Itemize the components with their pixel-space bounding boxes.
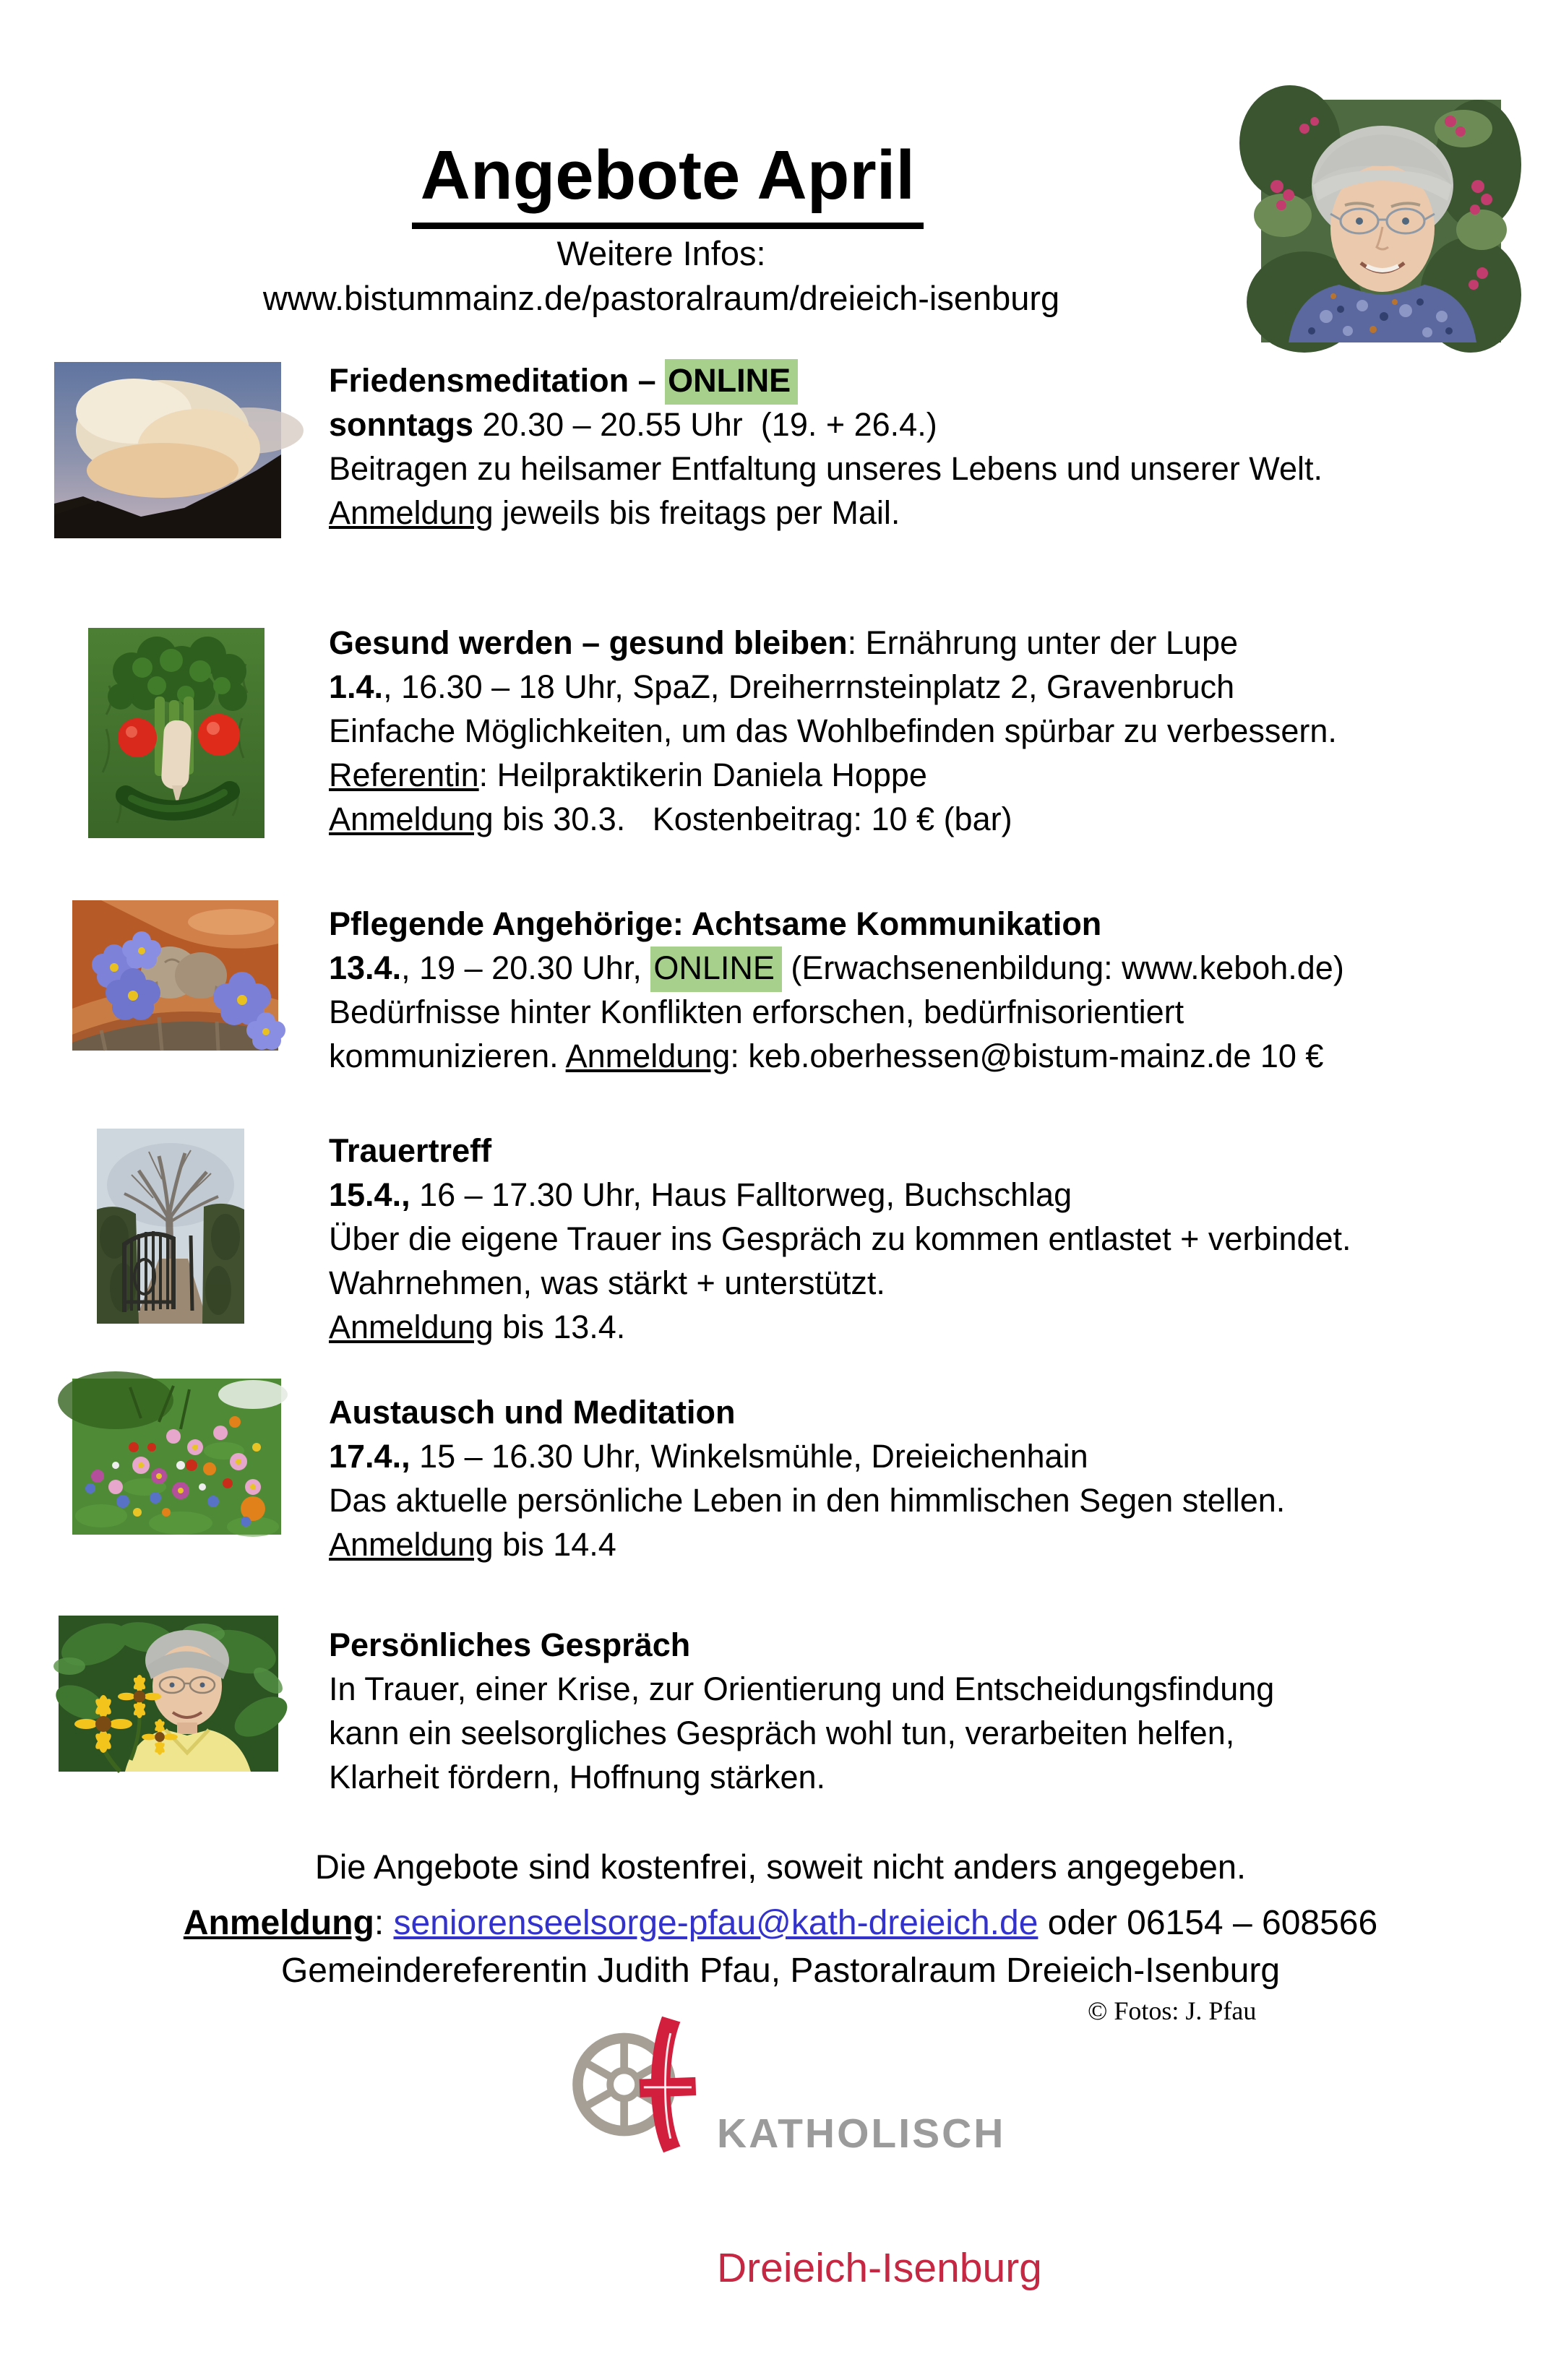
event-2-line-2 — [329, 665, 1337, 709]
event-1-line-1 — [329, 358, 1323, 402]
event-4-line-2-seg2: 16 – 17.30 Uhr, Haus Falltorweg, Buchschlag — [410, 1176, 1072, 1213]
event-trauertreff — [329, 1129, 1351, 1349]
mainz-wheel-cross-icon — [565, 2012, 714, 2157]
sunset-cloud-photo — [54, 362, 281, 538]
event-3-line-4-seg2: Anmeldung — [565, 1038, 731, 1074]
event-4-line-5 — [329, 1305, 1351, 1349]
event-6-line-4 — [329, 1755, 1274, 1799]
logo-name-dreieich-isenburg: Dreieich-Isenburg — [717, 2245, 1042, 2291]
event-6-line-1-seg1: Persönliches Gespräch — [329, 1626, 691, 1663]
footer-contact-line-seg2: : — [374, 1904, 394, 1942]
event-2-line-4-seg1: Referentin — [329, 756, 479, 793]
event-1-line-2 — [329, 402, 1323, 447]
event-3-line-4-seg3: : keb.oberhessen@bistum-mainz.de 10 € — [730, 1038, 1324, 1074]
event-2-line-4 — [329, 753, 1337, 797]
event-3-line-2-seg2: , 19 – 20.30 Uhr, — [401, 949, 651, 986]
event-persoenliches-gespraech — [329, 1623, 1274, 1799]
event-1-line-4-seg1: Anmeldung — [329, 494, 494, 531]
info-url: www.bistummainz.de/pastoralraum/dreieich-isenburg — [262, 279, 1060, 317]
event-5-line-2 — [329, 1434, 1285, 1478]
event-2-line-4-seg2: : Heilpraktikerin Daniela Hoppe — [478, 756, 927, 793]
event-1-line-2-seg2: 20.30 – 20.55 Uhr (19. + 26.4.) — [473, 406, 937, 443]
footer-note: Die Angebote sind kostenfrei, soweit nicht anders angegeben. — [314, 1847, 1247, 1886]
event-3-line-2-seg1: 13.4. — [329, 949, 402, 986]
vegetable-face-photo — [88, 628, 265, 838]
event-1-line-4-seg2: jeweils bis freitags per Mail. — [493, 494, 900, 531]
flower-meadow-photo — [72, 1379, 281, 1535]
event-5-line-2-seg2: 15 – 16.30 Uhr, Winkelsmühle, Dreieichenhain — [410, 1438, 1088, 1475]
photo-credit: © Fotos: J. Pfau — [1088, 1996, 1257, 2025]
event-3-line-1 — [329, 902, 1344, 946]
event-4-line-4 — [329, 1261, 1351, 1305]
event-5-line-4 — [329, 1522, 1285, 1566]
info-label: Weitere Infos: — [556, 234, 766, 272]
event-4-line-2-seg1: 15.4., — [329, 1176, 410, 1213]
event-5-line-1-seg1: Austausch und Meditation — [329, 1394, 736, 1431]
event-4-line-5-seg2: bis 13.4. — [493, 1308, 626, 1345]
foggy-gate-tree-photo — [97, 1129, 244, 1324]
event-2-line-2-seg1: 1.4. — [329, 668, 384, 705]
logo-name-katholisch: KATHOLISCH — [717, 2110, 1006, 2157]
event-5-line-2-seg1: 17.4., — [329, 1438, 410, 1475]
pansies-stone-birds-photo — [72, 900, 278, 1051]
event-2-line-5 — [329, 797, 1337, 841]
event-pflegende-angehoerige — [329, 902, 1344, 1078]
event-2-line-3-seg1: Einfache Möglichkeiten, um das Wohlbefinden spürbar zu verbessern. — [329, 712, 1337, 749]
footer-contact-line-seg3[interactable]: seniorenseelsorge-pfau@kath-dreieich.de — [393, 1904, 1038, 1942]
footer-contact-line — [0, 1903, 1561, 1943]
event-4-line-4-seg1: Wahrnehmen, was stärkt + unterstützt. — [329, 1264, 885, 1301]
event-4-line-3 — [329, 1217, 1351, 1261]
event-4-line-1-seg1: Trauertreff — [329, 1132, 492, 1169]
event-1-line-1-seg2: ONLINE — [665, 359, 798, 405]
event-6-line-1 — [329, 1623, 1274, 1667]
footer-person-line: Gemeindereferentin Judith Pfau, Pastoralraum Dreieich-Isenburg — [280, 1952, 1281, 1990]
logo-text — [717, 2022, 1042, 2380]
event-2-line-5-seg2: bis 30.3. Kostenbeitrag: 10 € (bar) — [493, 801, 1012, 837]
event-3-line-2 — [329, 946, 1344, 990]
event-3-line-4-seg1: kommunizieren. — [329, 1038, 566, 1074]
event-6-line-2 — [329, 1667, 1274, 1711]
event-1-line-3 — [329, 447, 1323, 491]
event-6-line-3 — [329, 1711, 1274, 1755]
event-friedensmeditation — [329, 358, 1323, 535]
judith-pfau-portrait-photo — [1261, 100, 1501, 342]
event-austausch-meditation — [329, 1390, 1285, 1566]
event-2-line-1-seg2: : Ernährung unter der Lupe — [847, 624, 1239, 661]
event-2-line-3 — [329, 709, 1337, 753]
event-1-line-1-seg1: Friedensmeditation – — [329, 362, 666, 399]
event-4-line-5-seg1: Anmeldung — [329, 1308, 494, 1345]
event-6-line-4-seg1: Klarheit fördern, Hoffnung stärken. — [329, 1759, 826, 1795]
event-gesund-werden — [329, 621, 1337, 841]
event-5-line-4-seg1: Anmeldung — [329, 1526, 494, 1563]
event-2-line-2-seg2: , 16.30 – 18 Uhr, SpaZ, Dreiherrnsteinplatz 2, Gravenbruch — [383, 668, 1235, 705]
event-2-line-1 — [329, 621, 1337, 665]
event-4-line-1 — [329, 1129, 1351, 1173]
event-5-line-1 — [329, 1390, 1285, 1434]
event-2-line-5-seg1: Anmeldung — [329, 801, 494, 837]
event-3-line-1-seg1: Pflegende Angehörige: Achtsame Kommunikation — [329, 905, 1102, 942]
page-title: Angebote April — [412, 136, 924, 229]
event-3-line-3-seg1: Bedürfnisse hinter Konflikten erforschen, bedürfnisorientiert — [329, 993, 1184, 1030]
judith-pfau-sunflowers-photo — [59, 1616, 278, 1772]
event-5-line-4-seg2: bis 14.4 — [493, 1526, 616, 1563]
event-1-line-4 — [329, 491, 1323, 535]
event-3-line-4 — [329, 1034, 1344, 1078]
footer-contact-line-seg1: Anmeldung — [183, 1904, 374, 1942]
event-3-line-2-seg3: ONLINE — [650, 947, 782, 992]
event-3-line-3 — [329, 990, 1344, 1034]
event-1-line-2-seg1: sonntags — [329, 406, 474, 443]
event-6-line-2-seg1: In Trauer, einer Krise, zur Orientierung und Entscheidungsfindung — [329, 1670, 1275, 1707]
event-5-line-3 — [329, 1478, 1285, 1522]
header — [0, 123, 1323, 242]
event-4-line-3-seg1: Über die eigene Trauer ins Gespräch zu kommen entlastet + verbindet. — [329, 1220, 1351, 1257]
event-3-line-2-seg4: (Erwachsenenbildung: www.keboh.de) — [781, 949, 1344, 986]
event-5-line-3-seg1: Das aktuelle persönliche Leben in den himmlischen Segen stellen. — [329, 1482, 1286, 1519]
event-1-line-3-seg1: Beitragen zu heilsamer Entfaltung unseres Lebens und unserer Welt. — [329, 450, 1323, 487]
event-6-line-3-seg1: kann ein seelsorgliches Gespräch wohl tun, verarbeiten helfen, — [329, 1715, 1235, 1751]
event-2-line-1-seg1: Gesund werden – gesund bleiben — [329, 624, 848, 661]
event-4-line-2 — [329, 1173, 1351, 1217]
footer-contact-line-seg4: oder 06154 – 608566 — [1038, 1904, 1378, 1942]
